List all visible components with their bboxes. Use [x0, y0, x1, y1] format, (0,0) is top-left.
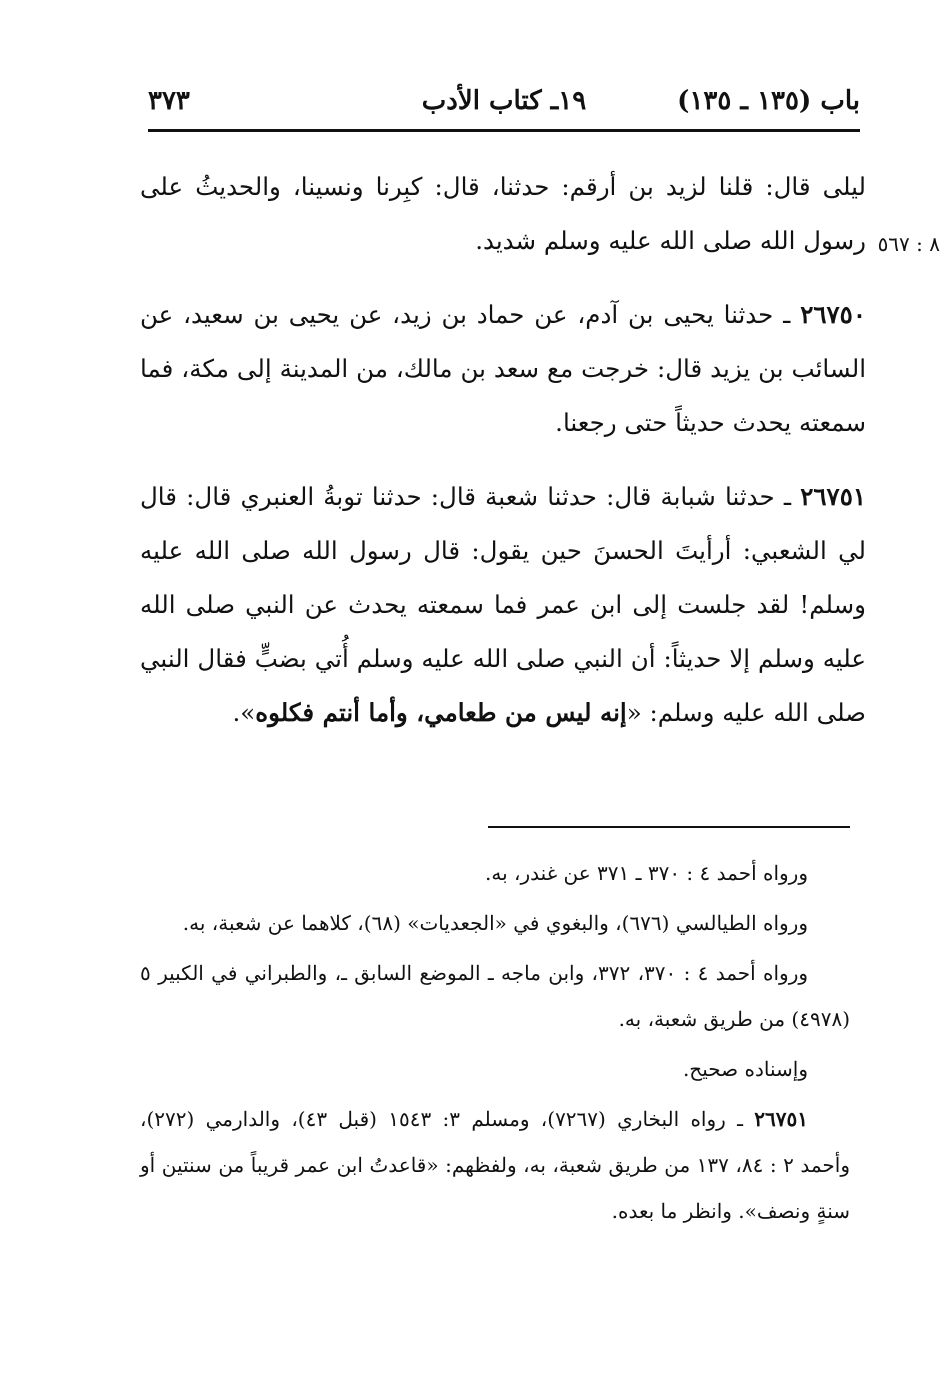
margin-reference: ٨ : ٥٦٧ [877, 232, 940, 256]
footnote [140, 900, 850, 946]
footnotes [140, 850, 850, 1238]
paragraph-continuation [140, 160, 866, 268]
footnote-number: ٢٦٧٥١ [754, 1107, 809, 1131]
hadith-text: ـ حدثنا شبابة قال: حدثنا شعبة قال: حدثنا توبةُ العنبري قال: قال لي الشعبي: أرأيتَ الحسنَ حين يقول: قال رسول الله صلى الله عليه وسلم! لقد جلست إلى ابن عمر فما سمعته يحدث عن النبي صلى الله عليه وسلم إلا حديثاً: أن النبي صلى الله عليه وسلم أُتي بضبٍّ فقال النبي صلى الله عليه وسلم: « [140, 482, 866, 727]
hadith-text: ـ حدثنا يحيى بن آدم، عن حماد بن زيد، عن يحيى بن سعيد، عن السائب بن يزيد قال: خرجت مع سعد بن مالك، من المدينة إلى مكة، فما سمعته يحدث حديثاً حتى رجعنا. [140, 300, 866, 437]
footnote-rule [488, 826, 850, 828]
section-title: باب (١٣٥ ـ ١٣٥) [677, 86, 860, 116]
header-rule [148, 129, 860, 132]
book-title: ١٩ـ كتاب الأدب [421, 86, 587, 116]
footnote-text: ورواه الطيالسي (٦٧٦)، والبغوي في «الجعديات» (٦٨)، كلاهما عن شعبة، به. [182, 911, 808, 935]
footnote [140, 1096, 850, 1234]
paragraph-text: ليلى قال: قلنا لزيد بن أرقم: حدثنا، قال: كبِرنا ونسينا، والحديثُ على رسول الله صلى الله عليه وسلم شديد. [140, 172, 866, 255]
footnote-text: ورواه أحمد ٤ : ٣٧٠، ٣٧٢، وابن ماجه ـ الموضع السابق ـ، والطبراني في الكبير ٥ (٤٩٧٨) من طريق شعبة، به. [140, 961, 850, 1031]
footnote-text: وإسناده صحيح. [682, 1057, 808, 1081]
main-text [140, 160, 866, 760]
footnote [140, 950, 850, 1042]
footnote-text: ـ رواه البخاري (٧٢٦٧)، ومسلم ٣: ١٥٤٣ (قبل ٤٣)، والدارمي (٢٧٢)، وأحمد ٢ : ٨٤، ١٣٧ من طريق شعبة، به، ولفظهم: «قاعدتُ ابن عمر قريباً من سنتين أو سنةٍ ونصف». وانظر ما بعده. [140, 1107, 851, 1223]
hadith-26751 [140, 470, 866, 740]
footnote [140, 1046, 850, 1092]
hadith-number: ٢٦٧٥٠ [800, 300, 866, 329]
hadith-number: ٢٦٧٥١ [800, 482, 867, 511]
running-header [148, 86, 860, 126]
footnote-text: ورواه أحمد ٤ : ٣٧٠ ـ ٣٧١ عن غندر، به. [485, 861, 808, 885]
footnote [140, 850, 850, 896]
hadith-26750 [140, 288, 866, 450]
page-number: ٣٧٣ [148, 86, 190, 116]
hadith-quote-end: ». [232, 698, 256, 727]
hadith-quote: إنه ليس من طعامي، وأما أنتم فكلوه [255, 698, 627, 727]
